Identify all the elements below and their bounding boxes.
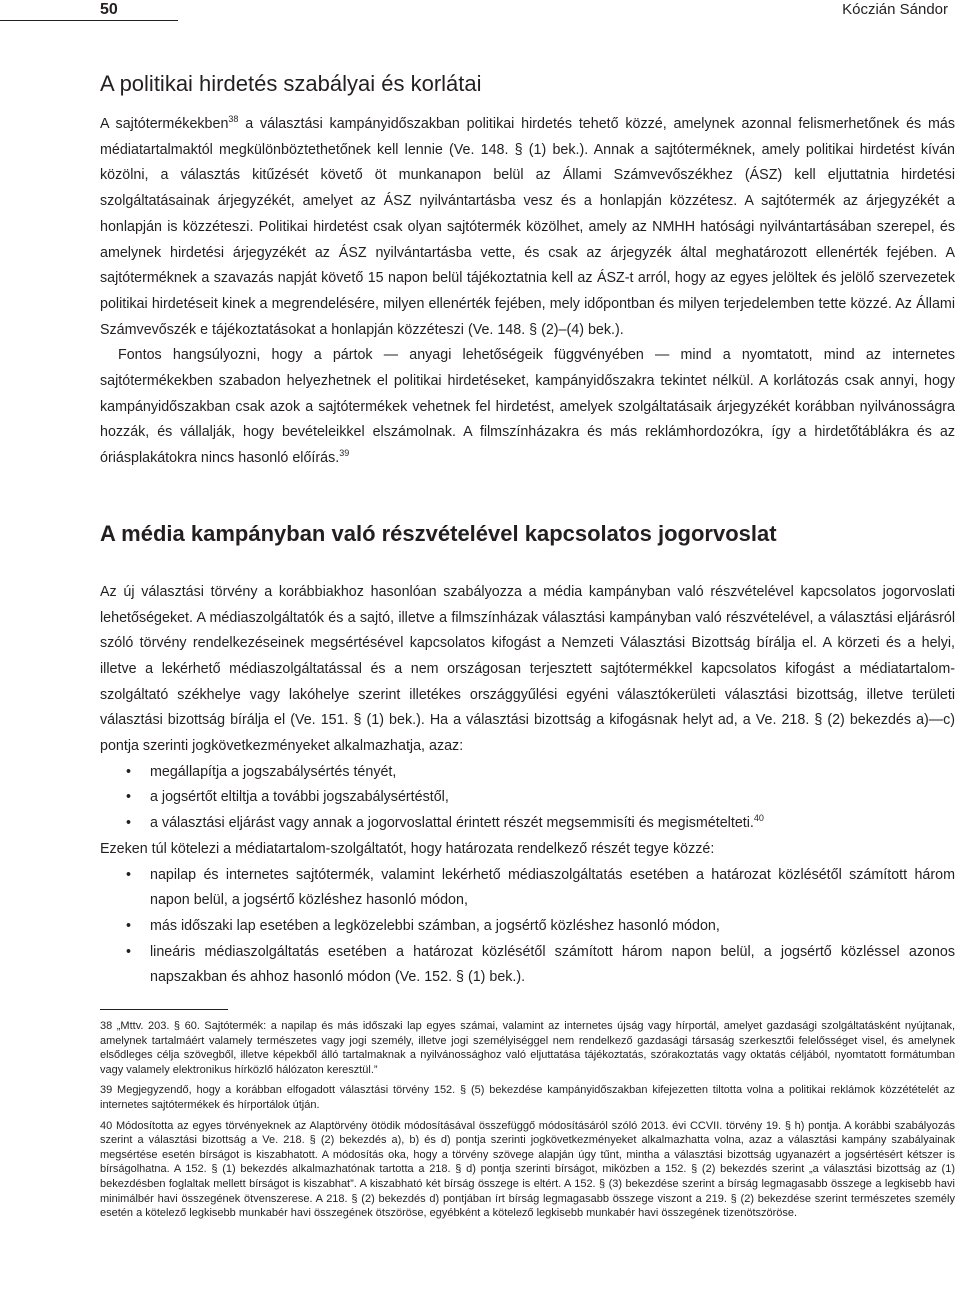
page-content bbox=[100, 66, 955, 1227]
footnote: 40 Módosította az egyes törvényeknek az Alaptörvény ötödik módosításával összefüggő módosításáról szóló 2013. évi CCVII. törvény 19. § h) pontja. A korábbi szabályozás szerint a választási bizottság a Ve. 218. § (2) bekezdés a), b) és d) pontja szerinti jogkövetkezményeket alkalmazhatta volna, azaz a választási kampány szabályainak megsértése esetén bírságot is kiszabhatott. A módosítás oka, hogy a törvény szövege alapján úgy tűnt, mintha a választási bizottság ugyanazért a jogsértésért kétszer is bírságolhatna. A 152. § (1) bekezdés alkalmazhatónak tartotta a 218. § d) pontja szerinti bírságot, miközben a 152. § (2) bekezdés szerint „a választási bizottság az (1) bekezdésben foglaltak mellett bírságot is kiszabhat”. A kiszabható két bírság összege is eltért. A 152. § (3) bekezdése szerint a bírság legmagasabb összege a legkisebb havi minimálbér havi összegének ötvenszerese. A 218. § (2) bekezdés d) pontjában írt bírság legmagasabb összege viszont a 219. § (2) bekezdése szerint természetes személy esetén a kötelező legkisebb munkabér havi összegének ötszöröse, egyébként a kötelező legkisebb munkabér havi összegének tizenötszöröse. bbox=[100, 1119, 955, 1220]
footnote-divider bbox=[100, 1009, 228, 1010]
footnote-ref: 39 bbox=[339, 448, 350, 459]
list-item: • megállapítja a jogszabálysértés tényét, bbox=[100, 760, 955, 786]
list-item: • a jogsértőt eltiltja a további jogszabálysértéstől, bbox=[100, 785, 955, 811]
section-title: A média kampányban való részvételével kapcsolatos jogorvoslat bbox=[100, 520, 777, 546]
footnote: 39 Megjegyzendő, hogy a korábban elfogadott választási törvény 152. § (5) bekezdése kampányidőszakban kifejezetten tiltotta volna a politikai reklámok közzétételét az internetes sajtótermékek és hírportálok útján. bbox=[100, 1084, 955, 1112]
paragraph-text: A sajtótermékekben bbox=[100, 116, 229, 132]
bullet-icon: • bbox=[126, 917, 132, 934]
section-title: A politikai hirdetés szabályai és korlátai bbox=[100, 71, 482, 96]
paragraph-text: Fontos hangsúlyozni, hogy a pártok — anyagi lehetőségeik függvényében — mind a nyomtatott, mind az internetes sajtótermékekben szabadon helyezhetnek el politikai hirdetéseket, kampányidőszakra tekintet nélkül. A korlátozás csak annyi, hogy kampányidőszakban csak azok a sajtótermékek vehetnek fel hirdetést, amelyek szolgáltatásaik árjegyzékét korábban nyilvánosságra hozzák, és vállalják, hogy bevételeikkel elszámolnak. A filmszínházakra és más reklámhordozókra, így a hirdetőtáblákra és az óriásplakátokra nincs hasonló előírás. bbox=[100, 347, 955, 467]
list-item: • napilap és internetes sajtótermék, valamint lekérhető médiaszolgáltatás esetében a határozat közlésétől számított három napon belül, a jogsértő közléshez hasonló módon, bbox=[100, 863, 955, 914]
running-head-author: Kóczián Sándor bbox=[842, 1, 948, 18]
bullet-list bbox=[100, 863, 955, 992]
bullet-icon: • bbox=[126, 763, 132, 780]
list-item: • a választási eljárást vagy annak a jogorvoslattal érintett részét megsemmisíti és megismételteti.$^{40}$ bbox=[100, 811, 955, 837]
list-item: • más időszaki lap esetében a legközelebbi számban, a jogsértő közléshez hasonló módon, bbox=[100, 914, 955, 940]
paragraph-text: a választási kampányidőszakban politikai hirdetés tehető közzé, amelynek azonnal felismerhetőnek és más médiatartalmaktól megkülönböztethetőnek kell lennie (Ve. 148. § (1) bek.). Annak a sajtóterméknek, amely politikai hirdetést kíván közölni, a választás kitűzését követő öt munkanapon belül az Állami Számvevőszékhez (ÁSZ) kell eljuttatnia hirdetési szolgáltatásainak árjegyzékét, amelyet az ÁSZ nyilvántartásba vesz és a honlapján közzétesz. A sajtótermék az árjegyzékét a honlapján is közzéteszi. Politikai hirdetést csak olyan sajtótermék közölhet, amely az NMHH hatósági nyilvántartásában szerepel, és amelynek hirdetési árjegyzékét az ÁSZ nyilvántartásba vette, és csak az árjegyzék által meghatározott ellenérték fejében. A sajtóterméknek a szavazás napját követő 15 napon belül tájékoztatnia kell az ÁSZ-t arról, hogy az egyes jelöltek és jelölő szervezetek politikai hirdetéseit kinek a megrendelésére, milyen ellenérték fejében, mely időpontban és milyen terjedelemben tette közzé. Az Állami Számvevőszék e tájékoztatásokat a honlapján közzéteszi (Ve. 148. § (2)–(4) bek.). bbox=[100, 116, 955, 338]
page-number: 50 bbox=[100, 1, 118, 18]
footnote-ref: 38 bbox=[228, 114, 239, 125]
bullet-icon: • bbox=[126, 943, 132, 960]
paragraph: Az új választási törvény a korábbiakhoz hasonlóan szabályozza a média kampányban való részvételével kapcsolatos jogorvoslati lehetőségeket. A médiaszolgáltatók és a sajtó, illetve a filmszínházak választási kampányban való részvételével, a választási eljárásról szóló törvény rendelkezéseinek megsértésével kapcsolatos kifogást a Nemzeti Választási Bizottság bírálja el. A körzeti és a helyi, illetve a lekérhető médiaszolgáltatással és a nem országosan terjesztett sajtótermékkel kapcsolatos kifogást a médiatartalom-szolgáltató székhelye vagy lakóhelye szerint illetékes országgyűlési egyéni választókerületi választási bizottság, illetve területi választási bizottság bírálja el (Ve. 151. § (1) bek.). Ha a választási bizottság a kifogásnak helyt ad, a Ve. 218. § (2) bekezdés a)—c) pontja szerinti jogkövetkezményeket alkalmazhatja, azaz: bbox=[100, 583, 955, 755]
footnote: 38 „Mttv. 203. § 60. Sajtótermék: a napilap és más időszaki lap egyes számai, valamint az internetes újság vagy hírportál, amelyet gazdasági szolgáltatásként nyújtanak, amelynek tartalmáért valamely természetes vagy jogi személy, illetve jogi személyiséggel nem rendelkező gazdasági társaság szerkesztői felelősséget visel, és amelynek elsődleges célja szövegből, illetve képekből álló tartalmaknak a nyilvánossághoz való eljuttatása tájékoztatás, szórakoztatás vagy oktatás céljából, nyomtatott formátumban vagy valamely elektronikus hírközlő hálózaton keresztül.” bbox=[100, 1020, 955, 1076]
list-item: • lineáris médiaszolgáltatás esetében a határozat közlésétől számított három napon belül, a jogsértő közléssel azonos napszakban és ahhoz hasonló módon (Ve. 152. § (1) bek.). bbox=[100, 940, 955, 991]
paragraph bbox=[100, 343, 955, 472]
bullet-icon: • bbox=[126, 789, 132, 806]
paragraph bbox=[100, 112, 955, 343]
paragraph: Ezeken túl kötelezi a médiatartalom-szolgáltatót, hogy határozata rendelkező részét tegye közzé: bbox=[100, 840, 715, 857]
bullet-icon: • bbox=[126, 866, 132, 883]
bullet-list bbox=[100, 760, 955, 837]
page-header bbox=[0, 0, 960, 22]
bullet-icon: • bbox=[126, 815, 132, 832]
footnote-ref: 40 bbox=[753, 813, 764, 824]
page-number-box bbox=[0, 0, 178, 21]
